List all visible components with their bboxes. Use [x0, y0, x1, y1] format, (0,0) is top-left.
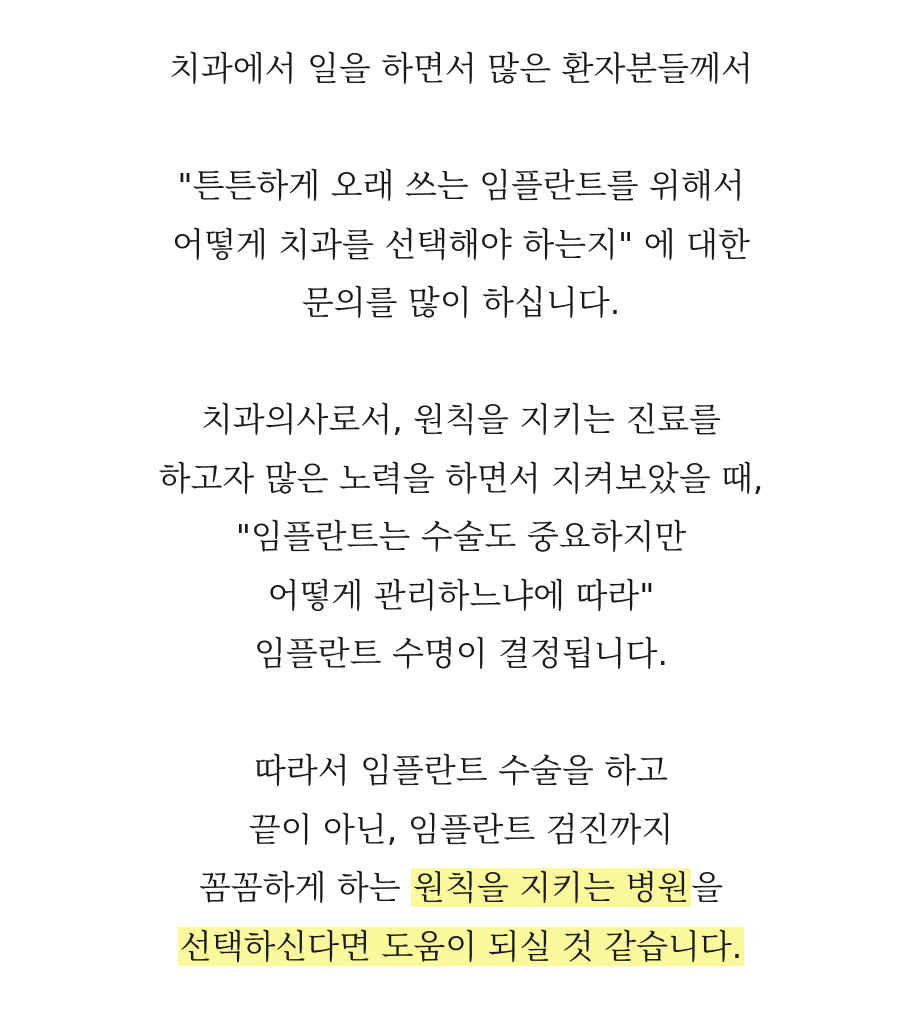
line-3-prefix-text: 꼼꼼하게 하는	[198, 868, 412, 907]
paragraph-2-line-1: "튼튼하게 오래 쓰는 임플란트를 위해서	[177, 166, 745, 205]
paragraph-4-line-1: 따라서 임플란트 수술을 하고	[253, 751, 668, 790]
paragraph-spacer	[0, 99, 922, 158]
paragraph-4-line-4	[0, 918, 922, 977]
paragraph-3-line-1: 치과의사로서, 원칙을 지키는 진료를	[200, 400, 722, 439]
line-3-suffix-text: 을	[691, 868, 724, 907]
paragraph-1-line-1: 치과에서 일을 하면서 많은 환자분들께서	[169, 49, 753, 88]
paragraph-3-line-5: 임플란트 수명이 결정됩니다.	[253, 634, 668, 673]
highlighted-closing-sentence: 선택하신다면 도움이 되실 것 같습니다.	[179, 926, 743, 966]
document-body	[0, 40, 922, 976]
paragraph-4-line-3	[0, 859, 922, 918]
paragraph-3-line-4: 어떻게 관리하느냐에 따라"	[267, 575, 655, 615]
highlighted-phrase: 원칙을 지키는 병원	[413, 868, 690, 907]
paragraph-spacer	[0, 684, 922, 743]
paragraph-2-line-3: 문의를 많이 하십니다.	[301, 283, 621, 322]
paragraph-4-line-2: 끝이 아닌, 임플란트 검진까지	[248, 809, 674, 849]
paragraph-3-line-2: 하고자 많은 노력을 하면서 지켜보았을 때,	[158, 458, 764, 498]
paragraph-spacer	[0, 333, 922, 392]
paragraph-2-line-2: 어떻게 치과를 선택해야 하는지" 에 대한	[172, 224, 750, 264]
paragraph-3-line-3: "임플란트는 수술도 중요하지만	[235, 517, 687, 556]
